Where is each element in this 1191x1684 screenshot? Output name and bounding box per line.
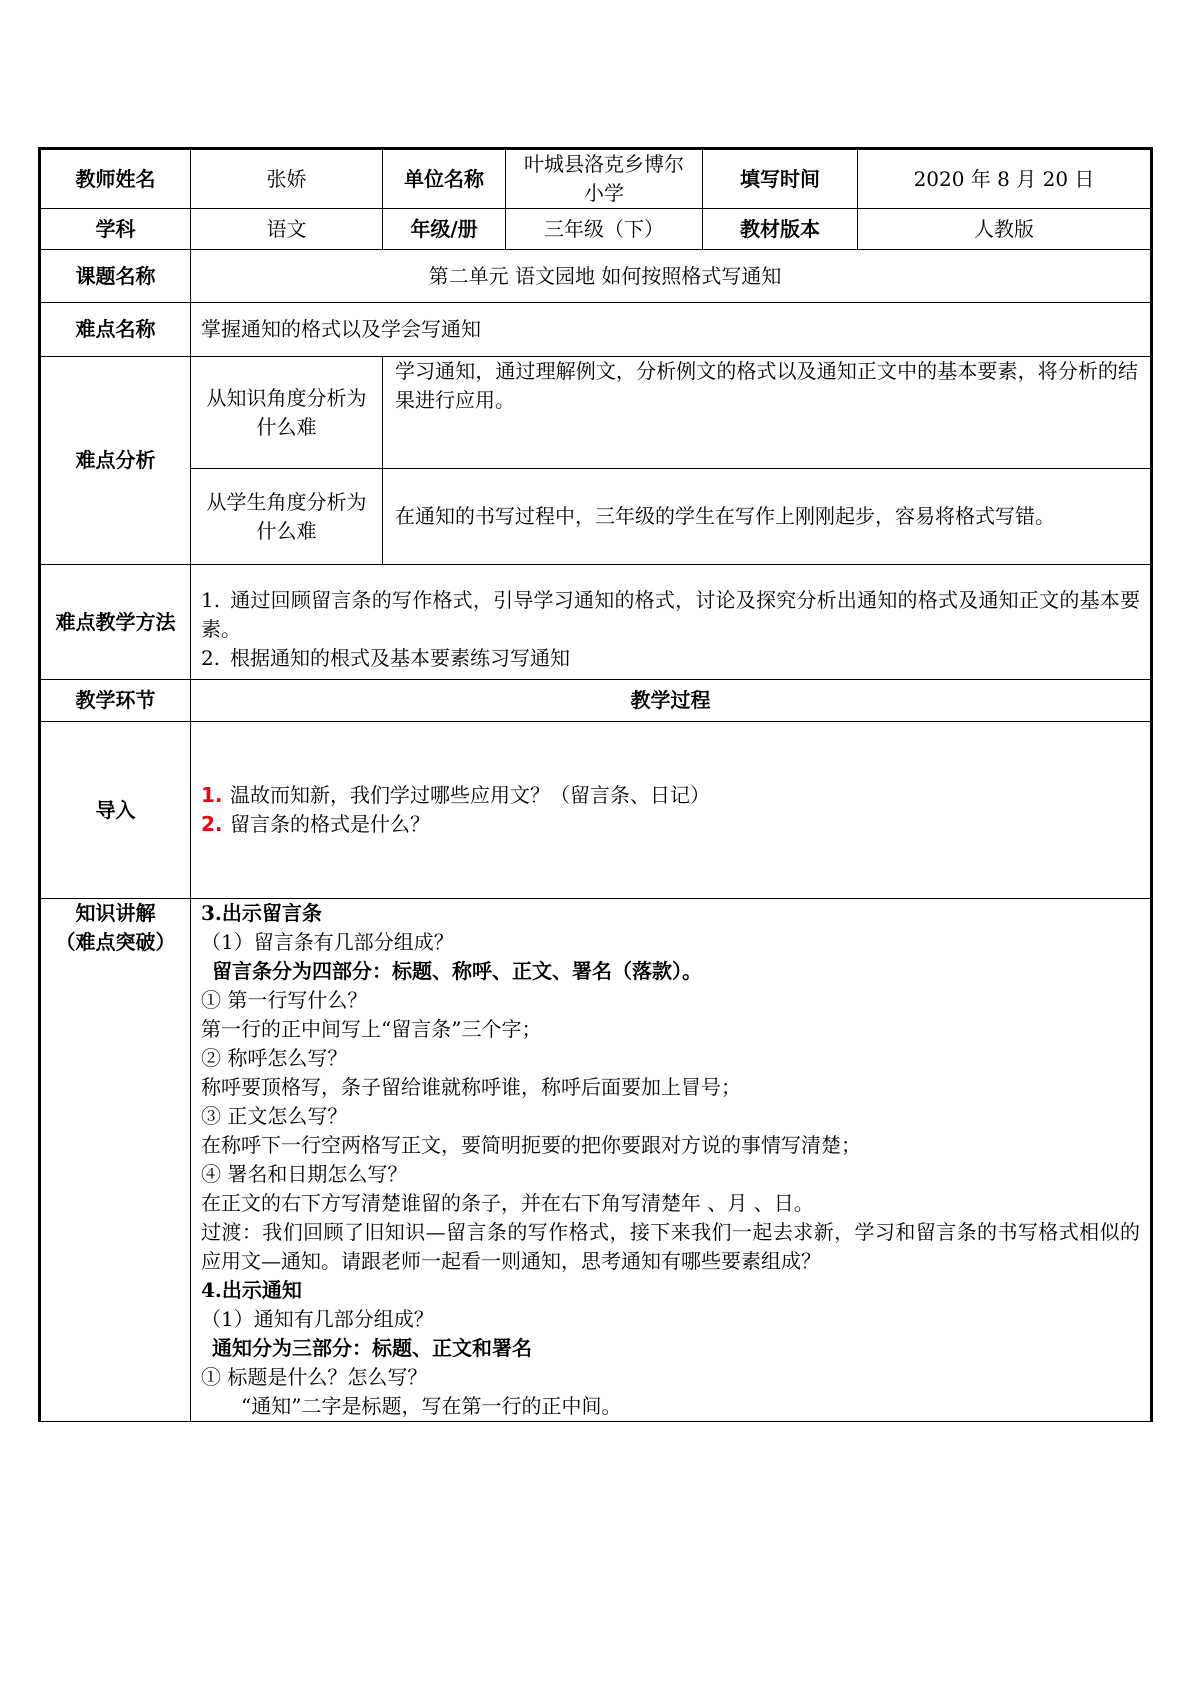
difficulty-analysis-student-row (40, 469, 1152, 565)
topic-label: 课题名称 (40, 250, 191, 303)
fill-date-label: 填写时间 (703, 149, 858, 209)
knowledge-explanation-row (40, 899, 1152, 1422)
method-item-text: 根据通知的根式及基本要素练习写通知 (230, 645, 570, 670)
teaching-method-label: 难点教学方法 (40, 565, 191, 680)
subject-label: 学科 (40, 209, 191, 250)
knowledge-explanation-subtitle: （难点突破） (55, 930, 176, 954)
method-item-number: 1. (201, 587, 221, 612)
edition-value: 人教版 (858, 209, 1152, 250)
knowledge-angle-text: 学习通知，通过理解例文，分析例文的格式以及通知正文中的基本要素，将分析的结果进行应用。 (383, 357, 1152, 469)
question-line: ① 标题是什么？怎么写？ (201, 1365, 428, 1389)
section-heading: 4.出示通知 (201, 1278, 302, 1302)
student-angle-label: 从学生角度分析为什么难 (191, 469, 383, 565)
introduction-item-text: 留言条的格式是什么？ (230, 812, 430, 836)
introduction-item (201, 810, 1140, 839)
subject-value: 语文 (191, 209, 383, 250)
introduction-row (40, 722, 1152, 899)
introduction-content (191, 722, 1152, 899)
summary-line: 留言条分为四部分：标题、称呼、正文、署名（落款）。 (212, 959, 702, 983)
fill-date-value: 2020 年 8 月 20 日 (858, 149, 1152, 209)
difficulty-row (40, 303, 1152, 357)
introduction-item (201, 781, 1140, 810)
method-item (201, 644, 1140, 673)
school-name-label: 单位名称 (383, 149, 506, 209)
question-line: ① 第一行写什么？ (201, 988, 368, 1012)
summary-line: 通知分为三部分：标题、正文和署名 (212, 1336, 532, 1360)
introduction-item-text: 温故而知新，我们学过哪些应用文？（留言条、日记） (230, 783, 710, 807)
teacher-name-value: 张娇 (191, 149, 383, 209)
answer-line: 第一行的正中间写上“留言条”三个字； (201, 1017, 542, 1041)
edition-label: 教材版本 (703, 209, 858, 250)
lesson-plan-body (40, 149, 1152, 1422)
knowledge-explanation-content (191, 899, 1152, 1422)
difficulty-value: 掌握通知的格式以及学会写通知 (191, 303, 1152, 357)
info-row-subject-grade-edition (40, 209, 1152, 250)
question-line: （1）通知有几部分组成？ (201, 1307, 434, 1331)
knowledge-explanation-title: 知识讲解 (75, 901, 156, 925)
answer-line: 称呼要顶格写，条子留给谁就称呼谁，称呼后面要加上冒号； (201, 1075, 741, 1099)
knowledge-angle-label: 从知识角度分析为什么难 (191, 357, 383, 469)
student-angle-text: 在通知的书写过程中，三年级的学生在写作上刚刚起步，容易将格式写错。 (383, 469, 1152, 565)
difficulty-label: 难点名称 (40, 303, 191, 357)
lesson-plan-table (38, 147, 1153, 1422)
introduction-item-number: 1. (201, 783, 223, 807)
method-item (201, 586, 1140, 644)
teaching-method-content (191, 565, 1152, 680)
introduction-label: 导入 (40, 722, 191, 899)
school-name-value: 叶城县洛克乡博尔小学 (506, 149, 703, 209)
grade-label: 年级/册 (383, 209, 506, 250)
difficulty-analysis-knowledge-row (40, 357, 1152, 469)
question-line: ④ 署名和日期怎么写？ (201, 1162, 408, 1186)
topic-row (40, 250, 1152, 303)
question-line: ② 称呼怎么写？ (201, 1046, 348, 1070)
info-row-teacher-school-date (40, 149, 1152, 209)
question-line: （1）留言条有几部分组成？ (201, 930, 454, 954)
knowledge-explanation-label (40, 899, 191, 1422)
answer-line: “通知”二字是标题，写在第一行的正中间。 (241, 1394, 622, 1418)
answer-line: 在正文的右下方写清楚谁留的条子，并在右下角写清楚年 、月 、日。 (201, 1191, 814, 1215)
teaching-process-header: 教学过程 (191, 680, 1152, 722)
section-heading: 3.出示留言条 (201, 901, 322, 925)
transition-paragraph: 过渡：我们回顾了旧知识—留言条的写作格式，接下来我们一起去求新，学习和留言条的书写格式相似的应用文—通知。请跟老师一起看一则通知，思考通知有哪些要素组成？ (201, 1220, 1140, 1273)
teaching-stage-header: 教学环节 (40, 680, 191, 722)
topic-value: 第二单元 语文园地 如何按照格式写通知 (191, 250, 1152, 303)
grade-value: 三年级（下） (506, 209, 703, 250)
difficulty-analysis-label: 难点分析 (40, 357, 191, 565)
method-item-text: 通过回顾留言条的写作格式，引导学习通知的格式，讨论及探究分析出通知的格式及通知正文的基本要素。 (201, 587, 1140, 641)
method-item-number: 2. (201, 645, 221, 670)
teaching-method-row (40, 565, 1152, 680)
teacher-name-label: 教师姓名 (40, 149, 191, 209)
process-header-row (40, 680, 1152, 722)
answer-line: 在称呼下一行空两格写正文，要简明扼要的把你要跟对方说的事情写清楚； (201, 1133, 861, 1157)
introduction-item-number: 2. (201, 812, 223, 836)
question-line: ③ 正文怎么写？ (201, 1104, 348, 1128)
